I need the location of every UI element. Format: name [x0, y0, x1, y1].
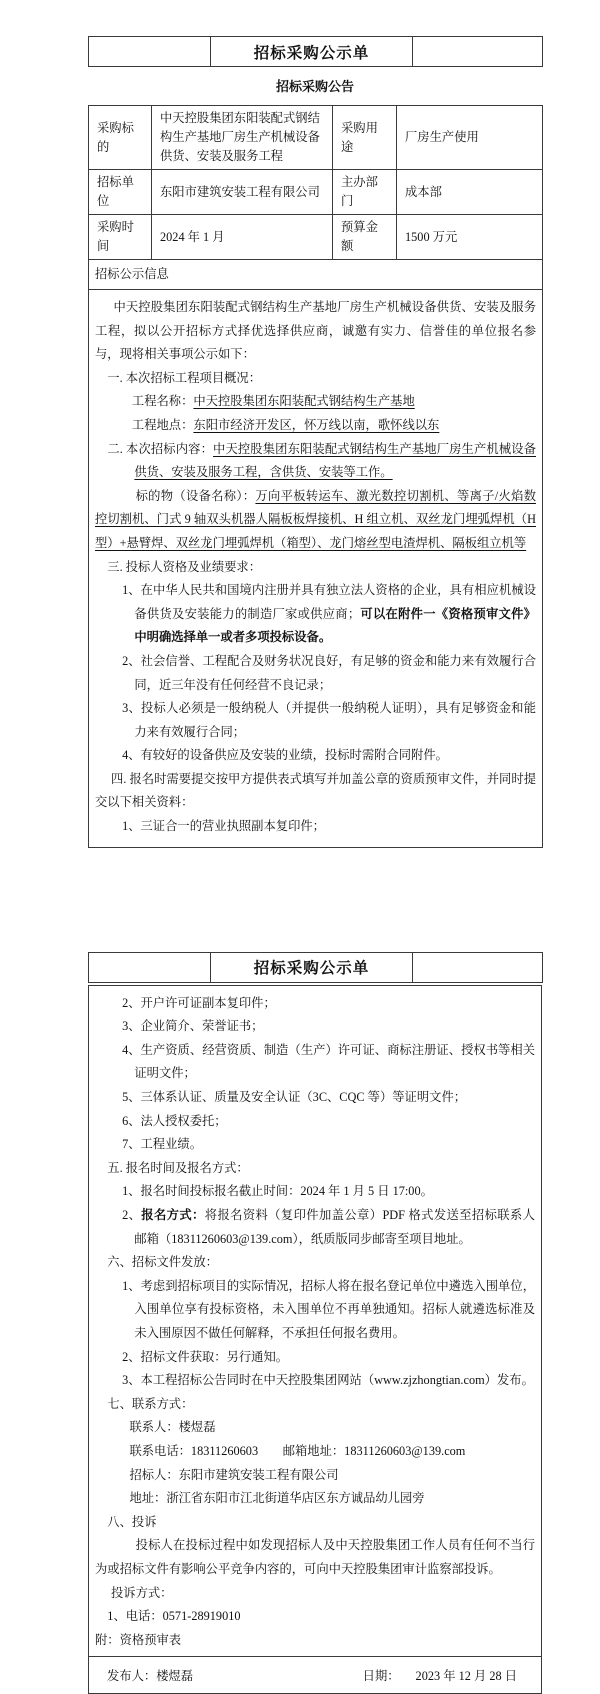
text-segment: 联系人：楼煜磊 — [129, 1420, 216, 1435]
field-label: 采购用途 — [333, 106, 397, 170]
field-value: 2024 年 1 月 — [152, 215, 333, 260]
field-label: 主办部门 — [333, 170, 397, 215]
table-row — [89, 215, 543, 260]
paragraph — [122, 1369, 535, 1393]
text-segment: 东阳市经济开发区，怀万线以南，歌怀线以东 — [193, 417, 440, 432]
text-segment: 工程名称： — [131, 394, 194, 409]
page-header-table — [88, 36, 543, 67]
field-label: 招标单位 — [89, 170, 152, 215]
text-segment: 1、报名时间投标报名截止时间：2024 年 1 月 5 日 17:00。 — [122, 1184, 433, 1199]
table-row — [89, 260, 543, 290]
field-value: 中天控股集团东阳装配式钢结构生产基地厂房生产机械设备供货、安装及服务工程 — [152, 106, 333, 170]
text-segment: 2、 — [122, 1208, 142, 1222]
text-segment: 中天控股集团东阳装配式钢结构生产基地 — [193, 394, 415, 409]
text-segment: 八、投诉 — [107, 1514, 157, 1529]
text-segment: 3、本工程招标公告同时在中天控股集团网站（www.zjzhongtian.com）发布。 — [122, 1373, 534, 1388]
procurement-info-table — [88, 105, 543, 848]
paragraph — [129, 1464, 535, 1488]
field-value: 厂房生产使用 — [397, 106, 543, 170]
header-empty-cell-left — [89, 952, 211, 982]
text-segment: 工程地点： — [131, 417, 194, 432]
text-segment: 4、有较好的设备供应及安装的业绩，投标时需附合同附件。 — [122, 748, 448, 763]
page-header-title: 招标采购公示单 — [211, 952, 413, 982]
paragraph — [107, 1393, 535, 1417]
text-segment: 2、开户许可证副本复印件； — [122, 995, 276, 1010]
page-header-table — [88, 952, 543, 983]
paragraph — [95, 1629, 535, 1653]
text-segment: 附：资格预审表 — [95, 1632, 182, 1647]
header-empty-cell-right — [413, 37, 543, 67]
text-segment: 3、企业简介、荣誉证书； — [122, 1019, 264, 1034]
page2-body-box — [88, 985, 542, 1694]
field-label: 采购时间 — [89, 215, 152, 260]
paragraph — [95, 296, 536, 367]
paragraph — [129, 1416, 535, 1440]
publisher: 发布人：楼煜磊 — [107, 1669, 194, 1684]
table-row — [89, 290, 543, 848]
text-segment: 3、投标人必须是一般纳税人（并提供一般纳税人证明），具有足够资金和能力来有效履行合同； — [122, 701, 536, 739]
header-empty-cell-right — [413, 952, 543, 982]
paragraph — [122, 1180, 535, 1204]
paragraph — [111, 1582, 535, 1606]
text-segment: 一. 本次招标工程项目概况： — [107, 370, 262, 385]
paragraph — [107, 1251, 535, 1275]
text-segment: 1、在中华人民共和国境内注册并具有独立法人资格的企业，具有相应机械设备供货及安装能力的制造厂家或供应商； — [122, 583, 536, 621]
paragraph — [122, 1110, 535, 1134]
paragraph — [95, 485, 536, 556]
paragraph — [132, 414, 536, 438]
text-segment: 四. 报名时需要提交按甲方提供表式填写并加盖公章的资质预审文件，并同时提交以下相关资料： — [95, 771, 536, 810]
paragraph — [95, 1534, 535, 1581]
text-segment: 五. 报名时间及报名方式： — [107, 1160, 249, 1175]
text-segment: 招标人：东阳市建筑安装工程有限公司 — [129, 1467, 339, 1482]
text-segment: 2、招标文件获取：另行通知。 — [122, 1349, 289, 1364]
announcement-title: 招标采购公告 — [275, 79, 354, 94]
paragraph — [122, 815, 536, 839]
text-segment: 三. 投标人资格及业绩要求： — [107, 559, 262, 574]
paragraph — [132, 390, 536, 414]
paragraph — [122, 992, 535, 1016]
paragraph — [107, 556, 536, 580]
paragraph — [107, 1511, 535, 1535]
text-segment: 七、联系方式： — [107, 1396, 194, 1411]
paragraph — [107, 367, 536, 391]
paragraph — [122, 744, 536, 768]
text-segment: 5、三体系认证、质量及安全认证（3C、CQC 等）等证明文件； — [122, 1090, 467, 1105]
field-value: 成本部 — [397, 170, 543, 215]
publish-footer — [89, 1656, 541, 1693]
paragraph — [122, 1204, 535, 1251]
paragraph — [122, 1086, 535, 1110]
paragraph — [122, 579, 536, 650]
paragraph — [129, 1440, 535, 1464]
date-value: 2023 年 12 月 28 日 — [415, 1669, 517, 1684]
page1-body-text — [95, 296, 536, 839]
text-segment: 1、考虑到招标项目的实际情况，招标人将在报名登记单位中遴选入围单位，入围单位享有投标资格，未入围单位不再单独通知。招标人就遴选标准及未入围原因不做任何解释，不承担任何报名费用。 — [122, 1278, 535, 1340]
header-empty-cell-left — [89, 37, 211, 67]
paragraph — [107, 1605, 535, 1629]
text-segment: 中天控股集团东阳装配式钢结构生产基地厂房生产机械设备供货、安装及服务工程，含供货、安装等工作。 — [134, 441, 536, 480]
text-segment: 标的物（设备名称）： — [135, 488, 256, 503]
date-label: 日期： — [362, 1669, 400, 1684]
paragraph — [107, 438, 536, 485]
paragraph — [129, 1487, 535, 1511]
page-header-title: 招标采购公示单 — [211, 37, 413, 67]
text-segment: 万向平板转运车、激光数控切割机、等离子/火焰数控切割机、门式 9 轴双头机器人隔板板焊接机、H 组立机、双丝龙门埋弧焊机（H 型）+悬臂焊、双丝龙门埋弧焊机（箱型）、龙门熔丝型电渣焊机、隔板组立机等 — [95, 488, 536, 550]
paragraph — [122, 1346, 535, 1370]
paragraph — [122, 1015, 535, 1039]
text-segment: 联系电话：18311260603 邮箱地址：18311260603@139.com — [129, 1443, 466, 1458]
field-value: 1500 万元 — [397, 215, 543, 260]
table-row — [89, 106, 543, 170]
table-row — [89, 170, 543, 215]
paragraph — [122, 650, 536, 697]
announcement-body-cell — [89, 290, 543, 848]
page-2 — [88, 952, 542, 1694]
field-label: 采购标的 — [89, 106, 152, 170]
section-label: 招标公示信息 — [89, 260, 543, 290]
text-segment: 投诉方式： — [110, 1585, 173, 1600]
text-segment: 报名方式： — [141, 1208, 205, 1222]
paragraph — [122, 1039, 535, 1086]
text-segment: 六、招标文件发放： — [107, 1255, 218, 1270]
field-label: 预算金额 — [333, 215, 397, 260]
text-segment: 将报名资料（复印件加盖公章）PDF 格式发送至招标联系人邮箱（18311260603@139.com），纸质版同步邮寄至项目地址。 — [134, 1208, 535, 1246]
paragraph — [107, 1157, 535, 1181]
text-segment: 中天控股集团东阳装配式钢结构生产基地厂房生产机械设备供货、安装及服务工程，拟以公开招标方式择优选择供应商，诚邀有实力、信誉佳的单位报名参与，现将相关事项公示如下： — [95, 300, 536, 362]
paragraph — [122, 1275, 535, 1346]
field-value: 东阳市建筑安装工程有限公司 — [152, 170, 333, 215]
text-segment: 投标人在投标过程中如发现招标人及中天控股集团工作人员有任何不当行为或招标文件有影响公平竞争内容的，可向中天控股集团审计监察部投诉。 — [95, 1538, 535, 1576]
page2-body-text — [89, 986, 541, 1657]
text-segment: 2、社会信誉、工程配合及财务状况良好，有足够的资金和能力来有效履行合同，近三年没有任何经营不良记录； — [122, 653, 536, 692]
page-1 — [88, 36, 542, 848]
paragraph — [122, 697, 536, 744]
paragraph — [122, 1133, 535, 1157]
publish-date — [363, 1666, 517, 1684]
text-segment: 6、法人授权委托； — [122, 1113, 227, 1128]
text-segment: 1、三证合一的营业执照副本复印件； — [122, 819, 325, 834]
text-segment: 可以在附件一《资格预审文件》中明确选择单一或者多项投标设备。 — [134, 606, 536, 645]
paragraph — [95, 768, 536, 815]
text-segment: 1、电话：0571-28919010 — [107, 1609, 241, 1624]
text-segment: 二. 本次招标内容： — [107, 441, 214, 456]
text-segment: 地址：浙江省东阳市江北街道华店区东方诚品幼儿园旁 — [129, 1491, 425, 1506]
text-segment: 7、工程业绩。 — [122, 1137, 202, 1152]
text-segment: 4、生产资质、经营资质、制造（生产）许可证、商标注册证、授权书等相关证明文件； — [122, 1042, 535, 1081]
